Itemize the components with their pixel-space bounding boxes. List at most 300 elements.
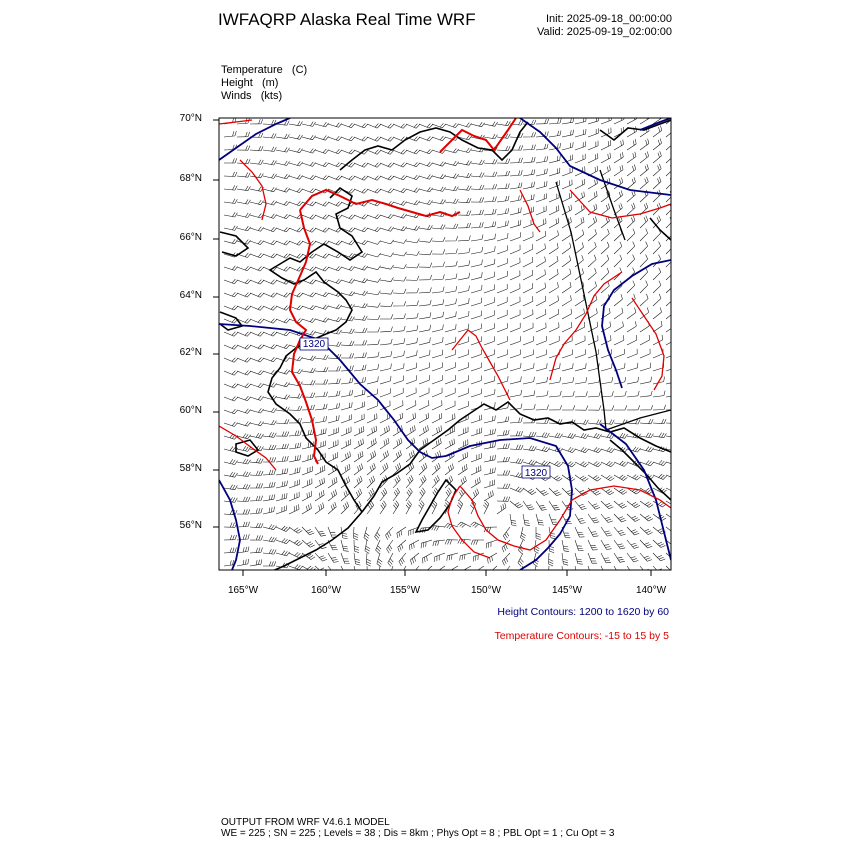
wind-barb bbox=[263, 319, 277, 324]
wind-barb bbox=[341, 414, 352, 423]
wind-barb bbox=[432, 388, 442, 397]
wind-barb bbox=[471, 477, 480, 488]
temp-contour-ocean bbox=[460, 486, 671, 550]
contour-label-2 bbox=[522, 466, 550, 479]
wind-barb bbox=[250, 559, 262, 566]
wind-barb bbox=[653, 419, 666, 424]
wind-barb bbox=[367, 376, 378, 384]
wind-barb bbox=[433, 540, 445, 546]
wind-barb bbox=[419, 501, 425, 515]
wind-barb bbox=[575, 363, 586, 371]
wind-barb bbox=[237, 559, 249, 566]
wind-barb bbox=[588, 501, 600, 509]
wind-barb bbox=[614, 501, 627, 508]
wind-barb bbox=[640, 281, 648, 293]
wind-barb bbox=[523, 363, 534, 371]
wind-barb bbox=[380, 277, 393, 281]
wind-barb bbox=[250, 213, 264, 218]
lat-label-70: 70°N bbox=[179, 113, 202, 124]
wind-barb bbox=[367, 463, 375, 475]
wind-barb bbox=[354, 163, 368, 168]
wind-barb bbox=[354, 414, 364, 423]
wind-barb bbox=[367, 364, 379, 371]
wind-barb bbox=[640, 419, 653, 424]
wind-barb bbox=[666, 307, 675, 319]
wind-barb bbox=[523, 169, 535, 176]
wind-barb bbox=[328, 502, 336, 514]
wind-barb bbox=[627, 203, 635, 215]
wind-barb bbox=[549, 447, 563, 452]
wind-barb bbox=[653, 433, 666, 438]
wind-barb bbox=[341, 176, 355, 181]
wind-barb bbox=[471, 489, 479, 501]
wind-barb bbox=[354, 266, 368, 271]
wind-barb bbox=[457, 500, 463, 514]
wind-barb bbox=[367, 476, 375, 488]
wind-barb bbox=[237, 472, 250, 477]
wind-barb bbox=[562, 192, 572, 202]
wind-barb bbox=[549, 118, 561, 124]
wind-barb bbox=[354, 402, 365, 411]
wind-barb bbox=[575, 154, 585, 163]
wind-barb bbox=[406, 400, 416, 410]
wind-barb bbox=[523, 270, 533, 280]
wind-barb bbox=[237, 522, 250, 527]
wind-barb bbox=[484, 323, 495, 332]
wind-barb bbox=[367, 189, 381, 194]
wind-barb bbox=[458, 375, 469, 384]
wind-barb bbox=[614, 553, 625, 562]
wind-barb bbox=[627, 514, 640, 522]
wind-barb bbox=[367, 401, 377, 410]
wind-barb bbox=[562, 295, 571, 306]
wind-barb bbox=[367, 352, 379, 358]
wind-barb bbox=[378, 566, 383, 579]
wind-barb bbox=[458, 148, 472, 153]
wind-barb bbox=[341, 353, 354, 358]
wind-barb bbox=[627, 165, 636, 177]
wind-barb bbox=[341, 150, 355, 155]
wind-barb bbox=[458, 123, 472, 128]
wind-barb bbox=[367, 426, 377, 436]
wind-barb bbox=[503, 566, 510, 579]
wind-barb bbox=[289, 406, 302, 411]
wind-barb bbox=[666, 487, 680, 493]
wind-barb bbox=[588, 527, 598, 537]
wind-barb bbox=[250, 458, 263, 463]
wind-barb bbox=[393, 475, 400, 488]
wind-barb bbox=[419, 488, 425, 501]
wind-barb bbox=[398, 540, 406, 552]
wind-barb bbox=[289, 467, 300, 475]
wind-barb bbox=[289, 241, 303, 246]
wind-barb bbox=[588, 281, 597, 293]
wind-barb bbox=[263, 160, 276, 165]
wind-barb bbox=[328, 304, 342, 309]
wind-barb bbox=[575, 391, 587, 397]
wind-barb bbox=[237, 279, 251, 284]
wind-barb bbox=[601, 115, 611, 124]
wind-barb bbox=[627, 229, 635, 241]
wind-barb bbox=[406, 288, 419, 293]
wind-barb bbox=[614, 190, 623, 202]
wind-barb bbox=[562, 180, 572, 189]
wind-barb bbox=[666, 281, 674, 293]
wind-barb bbox=[497, 245, 508, 254]
wind-barb bbox=[536, 144, 548, 150]
wind-barb bbox=[549, 218, 559, 228]
wind-barb bbox=[503, 527, 510, 540]
wind-barb bbox=[289, 148, 303, 153]
wind-barb bbox=[289, 161, 303, 166]
wind-barb bbox=[549, 433, 563, 438]
wind-barb bbox=[376, 540, 382, 554]
wind-barb bbox=[653, 126, 662, 137]
wind-barb bbox=[367, 241, 381, 245]
wind-barb bbox=[445, 123, 459, 128]
wind-barb bbox=[588, 553, 597, 563]
wind-barb bbox=[237, 213, 251, 218]
wind-barb bbox=[419, 263, 432, 268]
lat-label-64: 64°N bbox=[179, 290, 202, 301]
wind-barb bbox=[640, 113, 649, 124]
wind-barb bbox=[575, 217, 584, 228]
wind-barb bbox=[419, 175, 433, 180]
wind-barb bbox=[497, 271, 507, 280]
wind-barb bbox=[354, 451, 363, 462]
wind-barb bbox=[419, 463, 427, 475]
wind-barb bbox=[458, 223, 471, 228]
wind-barb bbox=[497, 323, 507, 332]
svg-text:1320: 1320 bbox=[524, 468, 548, 479]
wind-barb bbox=[510, 376, 521, 384]
wind-barb bbox=[341, 240, 355, 245]
wind-barb bbox=[471, 389, 482, 397]
wind-barb bbox=[276, 267, 290, 272]
wind-barb bbox=[640, 139, 649, 150]
wind-barb bbox=[471, 172, 484, 177]
wind-barb bbox=[486, 540, 497, 548]
wind-barb bbox=[419, 149, 433, 154]
wind-barb bbox=[497, 221, 508, 228]
wind-barb bbox=[380, 265, 394, 269]
wind-barb bbox=[432, 337, 443, 345]
wind-barb bbox=[315, 553, 327, 561]
wind-barb bbox=[653, 540, 666, 548]
wind-barb bbox=[289, 443, 301, 449]
wind-barb bbox=[523, 182, 535, 189]
valid-time: Valid: 2025-09-19_02:00:00 bbox=[537, 26, 672, 38]
wind-barb bbox=[237, 345, 251, 350]
footer-model: OUTPUT FROM WRF V4.6.1 MODEL bbox=[221, 817, 390, 828]
wind-barb bbox=[588, 391, 600, 397]
wind-barb bbox=[510, 445, 523, 450]
wind-barb bbox=[562, 377, 574, 384]
wind-barb bbox=[406, 124, 420, 129]
wind-barb bbox=[250, 421, 264, 426]
wind-barb bbox=[627, 349, 637, 358]
wind-barb bbox=[315, 527, 326, 536]
wind-barb bbox=[380, 290, 393, 294]
wind-barb bbox=[458, 161, 472, 166]
temperature-contours bbox=[219, 118, 671, 558]
wind-barb bbox=[354, 316, 367, 321]
coastlines bbox=[220, 120, 671, 572]
lat-label-66: 66°N bbox=[179, 232, 202, 243]
wind-barb bbox=[276, 382, 290, 387]
wind-barb bbox=[354, 439, 364, 449]
wind-barb bbox=[250, 535, 263, 540]
wind-barb bbox=[627, 177, 636, 189]
wind-barb bbox=[263, 147, 276, 152]
wind-barb bbox=[380, 351, 392, 358]
wind-barb bbox=[653, 553, 665, 561]
wind-barb bbox=[562, 142, 573, 150]
wind-barb bbox=[484, 389, 495, 397]
wind-barb bbox=[224, 535, 237, 540]
wind-barb bbox=[315, 392, 328, 397]
wind-barb bbox=[575, 349, 586, 358]
wind-barb bbox=[497, 310, 507, 319]
wind-barb bbox=[497, 121, 510, 126]
wind-barb bbox=[419, 337, 430, 345]
wind-barb bbox=[315, 465, 325, 475]
wind-barb bbox=[666, 138, 674, 150]
wind-barb bbox=[575, 540, 584, 551]
wind-barb bbox=[588, 377, 600, 384]
wind-barb bbox=[224, 371, 238, 376]
wind-barb bbox=[497, 196, 509, 202]
wind-barb bbox=[380, 364, 391, 372]
wind-barb bbox=[445, 388, 455, 397]
wind-barb bbox=[341, 566, 351, 576]
wind-barb bbox=[601, 447, 615, 452]
wind-barb bbox=[328, 317, 342, 322]
wind-barb bbox=[601, 501, 613, 509]
wind-barb bbox=[502, 553, 510, 566]
wind-barb bbox=[367, 451, 376, 462]
wind-barb bbox=[237, 497, 250, 502]
wind-barb bbox=[224, 396, 238, 401]
wind-barb bbox=[419, 187, 433, 192]
wind-barb bbox=[666, 294, 674, 306]
wind-barb bbox=[276, 551, 290, 556]
wind-barb bbox=[341, 427, 351, 436]
height-contours-note: Height Contours: 1200 to 1620 by 60 bbox=[497, 606, 669, 618]
coastline-peninsula bbox=[270, 512, 362, 572]
wind-barb bbox=[549, 309, 559, 319]
wind-barb bbox=[536, 514, 544, 525]
wind-barb bbox=[406, 264, 419, 269]
wind-barb bbox=[237, 509, 250, 514]
wind-barb bbox=[224, 434, 238, 439]
wind-barb bbox=[419, 200, 433, 205]
wind-barb bbox=[393, 351, 405, 358]
wind-barb bbox=[627, 321, 636, 332]
wind-barb bbox=[250, 370, 264, 375]
wind-barb bbox=[653, 294, 661, 306]
wind-barb bbox=[432, 187, 446, 192]
wind-barb bbox=[354, 464, 363, 476]
wind-barb bbox=[536, 488, 549, 496]
wind-barb bbox=[276, 201, 290, 206]
wind-barb bbox=[315, 122, 329, 127]
wind-barb bbox=[510, 284, 520, 294]
wind-barb bbox=[328, 452, 338, 462]
wind-barb bbox=[393, 214, 407, 219]
wind-barb bbox=[627, 540, 639, 549]
wind-barb bbox=[588, 461, 602, 467]
wind-barb bbox=[510, 459, 523, 464]
wind-barb bbox=[640, 460, 654, 466]
wind-barb bbox=[315, 478, 325, 488]
wind-barb bbox=[523, 219, 533, 228]
wind-barb bbox=[458, 173, 471, 178]
wind-barb bbox=[471, 298, 482, 306]
wind-barb bbox=[484, 159, 497, 164]
wind-barb bbox=[315, 149, 329, 154]
wind-barb bbox=[315, 380, 328, 385]
wind-barb bbox=[250, 548, 263, 554]
wind-barb bbox=[341, 266, 355, 271]
wind-barb bbox=[601, 242, 609, 254]
wind-barb bbox=[263, 344, 277, 349]
wind-barb bbox=[627, 242, 635, 254]
wind-barb bbox=[419, 250, 432, 255]
wind-barb bbox=[653, 138, 662, 150]
wind-barb bbox=[536, 181, 547, 189]
wind-barb bbox=[536, 270, 546, 280]
wind-barb bbox=[380, 413, 390, 423]
wind-barb bbox=[536, 119, 549, 124]
coastline-north-arctic bbox=[340, 122, 528, 170]
wind-barb bbox=[380, 339, 392, 345]
wind-barb bbox=[614, 405, 627, 410]
wind-barb bbox=[458, 186, 471, 191]
wind-barb bbox=[354, 501, 361, 514]
wind-barb bbox=[354, 476, 362, 488]
wind-barb bbox=[250, 358, 264, 363]
wind-barb bbox=[315, 136, 329, 141]
wind-barb bbox=[666, 553, 679, 560]
wind-barb bbox=[666, 216, 674, 228]
wind-barb bbox=[471, 428, 482, 436]
wind-barb bbox=[276, 432, 289, 437]
wind-barb bbox=[341, 540, 349, 551]
wind-barb bbox=[640, 216, 648, 228]
wind-barb bbox=[410, 553, 419, 565]
wind-barb bbox=[471, 465, 481, 475]
wind-barb bbox=[445, 362, 456, 371]
wind-barb bbox=[445, 224, 458, 229]
wind-barb bbox=[406, 363, 417, 371]
wind-barb bbox=[640, 405, 653, 410]
wind-barb bbox=[562, 230, 571, 241]
wind-barb bbox=[302, 188, 316, 193]
wind-barb bbox=[263, 549, 276, 554]
wind-barb bbox=[484, 480, 495, 488]
wind-barb bbox=[445, 236, 458, 241]
wind-barb bbox=[458, 248, 470, 254]
wind-barb bbox=[328, 415, 339, 423]
wind-barb bbox=[471, 247, 483, 254]
wind-barb bbox=[666, 164, 674, 176]
wind-barb bbox=[653, 307, 662, 319]
wind-barb bbox=[445, 286, 457, 293]
wind-barb bbox=[549, 336, 559, 345]
wind-barb bbox=[341, 215, 355, 220]
wind-barb bbox=[315, 503, 324, 514]
wind-barb bbox=[276, 147, 290, 152]
wind-barb bbox=[627, 377, 639, 384]
wind-barb bbox=[367, 566, 372, 579]
wind-barb bbox=[458, 401, 468, 410]
wind-barb bbox=[289, 188, 303, 193]
wind-barb bbox=[393, 450, 402, 462]
wind-barb bbox=[458, 235, 470, 241]
wind-barb bbox=[406, 251, 419, 255]
wind-barb bbox=[380, 253, 394, 257]
lat-label-60: 60°N bbox=[179, 405, 202, 416]
wind-barb bbox=[614, 488, 627, 494]
wind-barb bbox=[380, 214, 394, 219]
wind-barb bbox=[424, 566, 432, 578]
wind-barb bbox=[484, 336, 495, 345]
wind-barb bbox=[536, 283, 546, 293]
wind-barb bbox=[588, 475, 601, 481]
wind-barb bbox=[224, 459, 238, 464]
wind-barb bbox=[289, 480, 300, 489]
wind-barb bbox=[471, 540, 484, 545]
wind-barb bbox=[614, 566, 625, 576]
wind-barb bbox=[640, 377, 652, 384]
wind-barb bbox=[365, 540, 370, 554]
wind-barb bbox=[276, 188, 290, 193]
wind-barb bbox=[458, 273, 470, 280]
wind-barb bbox=[367, 315, 380, 320]
wind-barb bbox=[549, 168, 560, 176]
wind-barb bbox=[263, 120, 276, 125]
wind-barb bbox=[536, 193, 547, 202]
wind-barb bbox=[250, 293, 264, 298]
wind-barb bbox=[302, 368, 315, 373]
wind-barb bbox=[461, 566, 471, 576]
wind-barb bbox=[354, 365, 366, 371]
chart-title: IWFAQRP Alaska Real Time WRF bbox=[218, 10, 476, 29]
wind-barb bbox=[419, 363, 430, 372]
wind-barb bbox=[419, 375, 429, 384]
wind-barb bbox=[224, 172, 237, 177]
wind-barb bbox=[276, 505, 287, 514]
wind-barb bbox=[341, 341, 354, 346]
wind-barb bbox=[406, 188, 420, 193]
wind-barb bbox=[250, 408, 264, 413]
wind-barb bbox=[289, 394, 302, 399]
contour-label-1 bbox=[300, 338, 328, 350]
wind-barb bbox=[276, 174, 290, 179]
wind-barb bbox=[406, 325, 418, 332]
wind-barb bbox=[575, 377, 587, 384]
wind-barb bbox=[380, 438, 389, 449]
wind-barb bbox=[627, 114, 637, 124]
wind-barb bbox=[523, 390, 535, 397]
wind-barb bbox=[575, 501, 587, 510]
wind-barb bbox=[341, 136, 355, 141]
wind-barb bbox=[393, 326, 405, 332]
wind-barb bbox=[601, 488, 614, 495]
wind-barb bbox=[406, 313, 418, 319]
wind-barb bbox=[523, 157, 535, 163]
